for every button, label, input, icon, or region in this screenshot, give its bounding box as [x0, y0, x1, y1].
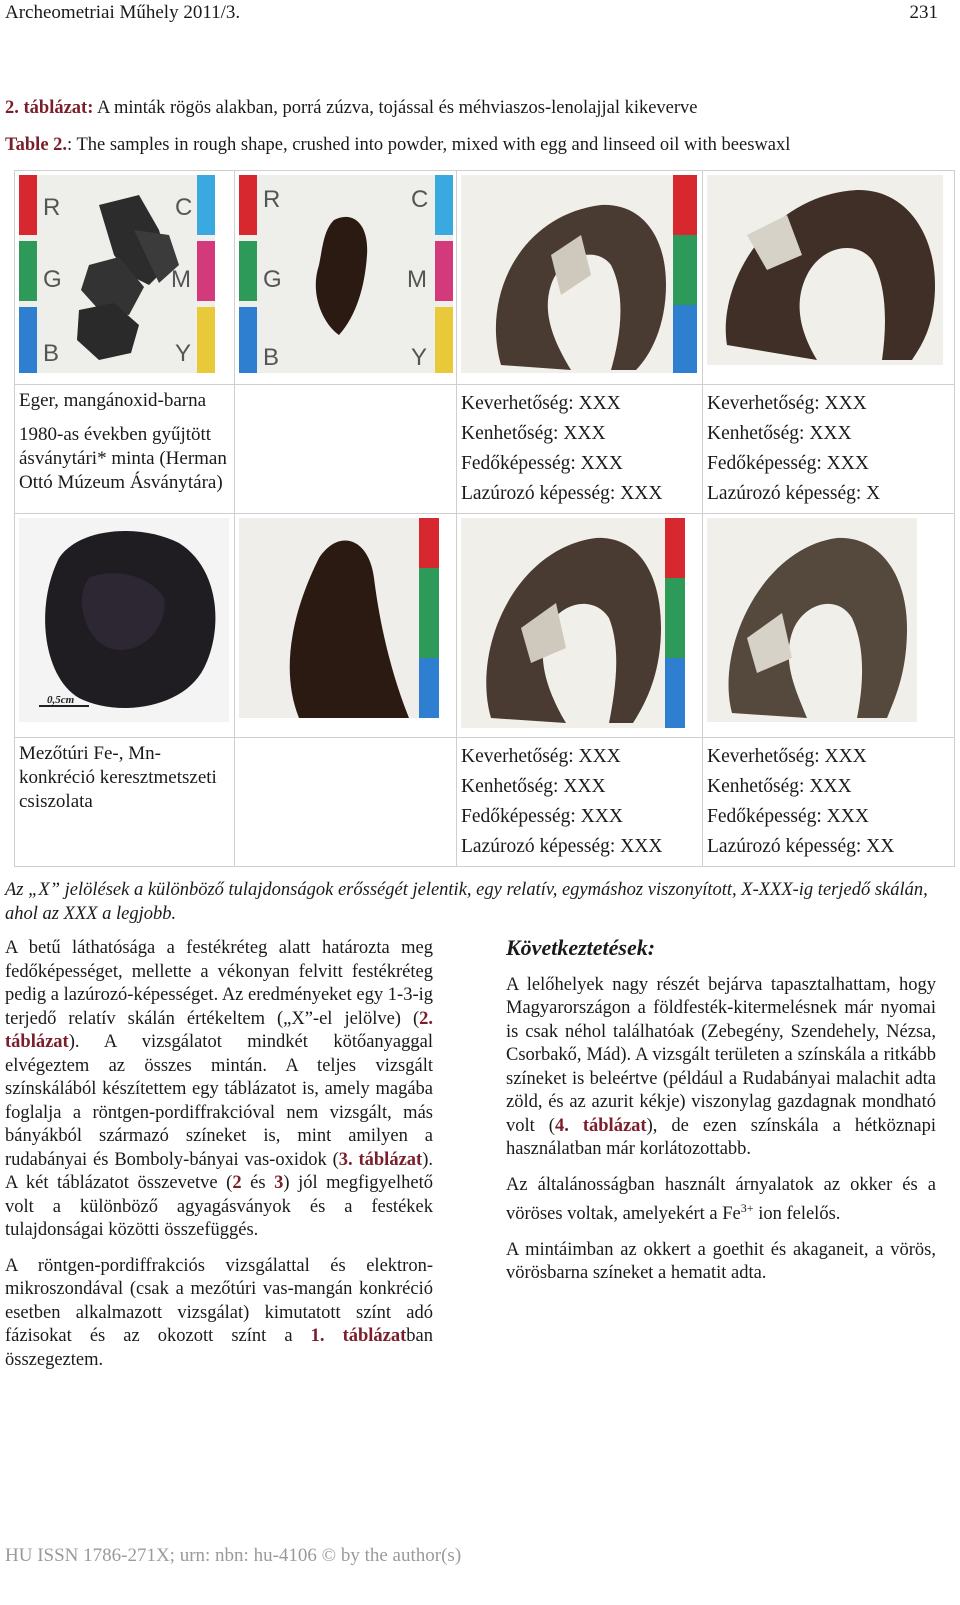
covering-power: Fedőképesség: XXX	[707, 453, 869, 474]
table-reference: 2	[232, 1173, 242, 1193]
paragraph: A betű láthatósága a festékréteg alatt határozta meg fedőképességet, mellette a vékonyan felvitt festékréteg pedig a lazúrozó-képességet. Az eredményeket egy 1-3-ig terjedő relatív skálán értékeltem („X”-el jelölve) (2. táblázat). A vizsgálatot mindkét kötőanyaggal elvégeztem az összes mintán. A teljes vizsgált színskálából készítettem egy táblázatot is, amely magába foglalja a röntgen-pordiffrakcióval nem vizsgált, más bányákból származó színeket is, mint amilyen a rudabányai és Bomboly-bányai vas-oxidok (3. táblázat). A két táblázatot összevetve (2 és 3) jól megfigyelhető volt a különböző agyagásványok és a festékek tulajdonságai közötti összefüggés.	[5, 938, 434, 1240]
mixability: Keverhetőség: XXX	[461, 393, 621, 414]
paragraph: A mintáimban az okkert a goethit és akaganeit, a vörös, vörösbarna színeket a hematit adta.	[506, 1239, 936, 1284]
section-heading: Következtetések:	[506, 935, 656, 960]
spreadability: Kenhetőség: XXX	[461, 423, 606, 444]
svg-text:Y: Y	[411, 344, 428, 371]
page-number: 231	[909, 2, 938, 23]
table-row	[15, 171, 955, 385]
table-reference: 3. táblázat	[338, 1149, 423, 1170]
glazing-ability: Lazúrozó képesség: XXX	[461, 483, 663, 504]
photo-concretion-powder	[235, 514, 457, 738]
egg-paint-swatch-image	[461, 175, 697, 373]
glazing-ability: Lazúrozó képesség: XX	[707, 836, 895, 857]
photo-egg-paint-sample	[457, 171, 703, 385]
rough-sample-image	[19, 175, 215, 373]
svg-text:M: M	[407, 266, 427, 293]
sample-info-cell	[15, 738, 235, 867]
covering-power: Fedőképesség: XXX	[461, 806, 623, 827]
left-column	[5, 937, 433, 1384]
glazing-ability: Lazúrozó képesség: X	[707, 483, 881, 504]
table-reference: 2. táblázat	[5, 1008, 433, 1052]
spreadability: Kenhetőség: XXX	[707, 776, 852, 797]
paragraph: A lelőhelyek nagy részét bejárva tapasztalhattam, hogy Magyarországon a földfesték-kitermelésnek már nyomai is csak néhol találhatóak (Zebegény, Szendehely, Nézsa, Csorbakő, Mád). A vizsgált területen a színskála a ritkább színeket is beleértve (például a Rudabányai malachit adta zöld, és az azurit kékje) viszonylag gazdagnak mondható volt (4. táblázat), de ezen színskála a hétköznapi használatban már korlátozottabb.	[506, 974, 936, 1159]
paragraph: Az általánosságban használt árnyalatok az okker és a vöröses voltak, amelyekért a $Fe^{3+}$ ion felelős.	[506, 1174, 936, 1225]
paragraph: A röntgen-pordiffrakciós vizsgálattal és elektron-mikroszondával (csak a mezőtúri vas-mangán konkréció esetben alkalmazott vizsgálat) kimutatott színt adó fázisokat és az okozott színt a 1. táblázatban összegeztem.	[5, 1255, 433, 1370]
svg-text:Y: Y	[175, 340, 192, 367]
table-row	[15, 385, 955, 514]
photo-oil-paint-sample	[703, 171, 955, 385]
samples-table	[14, 170, 955, 867]
egg-paint-swatch-image-2	[461, 518, 685, 728]
sample-name: Eger, mangánoxid-barna	[19, 390, 207, 411]
concretion-section-image	[19, 518, 229, 722]
svg-text:G: G	[263, 266, 282, 293]
oil-paint-swatch-image	[707, 175, 943, 365]
powder-sample-image	[239, 175, 453, 373]
covering-power: Fedőképesség: XXX	[461, 453, 623, 474]
glazing-ability: Lazúrozó képesség: XXX	[461, 836, 663, 857]
svg-text:0,5cm: 0,5cm	[47, 694, 75, 706]
spreadability: Kenhetőség: XXX	[707, 423, 852, 444]
table-caption-hu	[5, 98, 698, 119]
table-reference: 4. táblázat	[554, 1115, 647, 1136]
page-footer: HU ISSN 1786-271X; urn: nbn: hu-4106 © by the author(s)	[5, 1545, 462, 1566]
photo-rough-sample	[15, 171, 235, 385]
right-column	[506, 936, 936, 1298]
caption-en-text: : The samples in rough shape, crushed into powder, mixed with egg and linseed oil with beeswaxl	[67, 135, 791, 155]
running-header	[5, 2, 938, 26]
sample-description: 1980-as években gyűjtött ásványtári* minta (Herman Ottó Múzeum Ásványtára)	[19, 424, 227, 493]
table-legend-note: Az „X” jelölések a különböző tulajdonságok erősségét jelentik, egy relatív, egymáshoz viszonyított, X-XXX-ig terjedő skálán, ahol az XXX a legjobb.	[5, 880, 928, 924]
concretion-powder-image	[239, 518, 439, 718]
photo-oil-paint-sample-2	[703, 514, 955, 738]
oil-properties-cell	[703, 738, 955, 867]
table-caption-en	[5, 135, 790, 156]
superscript: 3+	[740, 1201, 754, 1215]
svg-text:R: R	[263, 186, 281, 213]
table-row	[15, 738, 955, 867]
svg-text:G: G	[43, 266, 62, 293]
oil-properties-cell	[703, 385, 955, 514]
egg-properties-cell	[457, 738, 703, 867]
photo-egg-paint-sample-2	[457, 514, 703, 738]
spreadability: Kenhetőség: XXX	[461, 776, 606, 797]
svg-text:C: C	[411, 186, 429, 213]
photo-powder-sample	[235, 171, 457, 385]
journal-title: Archeometriai Műhely 2011/3.	[5, 2, 241, 23]
table-row	[15, 514, 955, 738]
empty-cell	[235, 738, 457, 867]
caption-hu-label: 2. táblázat:	[5, 98, 94, 118]
svg-text:M: M	[171, 266, 191, 293]
photo-concretion-section	[15, 514, 235, 738]
svg-text:R: R	[43, 194, 61, 221]
caption-en-label: Table 2.	[5, 135, 68, 155]
svg-text:C: C	[175, 194, 193, 221]
egg-properties-cell	[457, 385, 703, 514]
sample-info-cell	[15, 385, 235, 514]
mixability: Keverhetőség: XXX	[707, 746, 867, 767]
svg-text:B: B	[43, 340, 60, 367]
covering-power: Fedőképesség: XXX	[707, 806, 869, 827]
sample-description: Mezőtúri Fe-, Mn-konkréció keresztmetszeti csiszolata	[19, 743, 217, 812]
caption-hu-text: A minták rögös alakban, porrá zúzva, tojással és méhviaszos-lenolajjal kikeverve	[93, 98, 698, 118]
table-reference: 3	[274, 1173, 284, 1193]
table-reference: 1. táblázat	[310, 1326, 407, 1346]
svg-text:B: B	[263, 344, 280, 371]
mixability: Keverhetőség: XXX	[707, 393, 867, 414]
mixability: Keverhetőség: XXX	[461, 746, 621, 767]
oil-paint-swatch-image-2	[707, 518, 917, 722]
empty-cell	[235, 385, 457, 514]
